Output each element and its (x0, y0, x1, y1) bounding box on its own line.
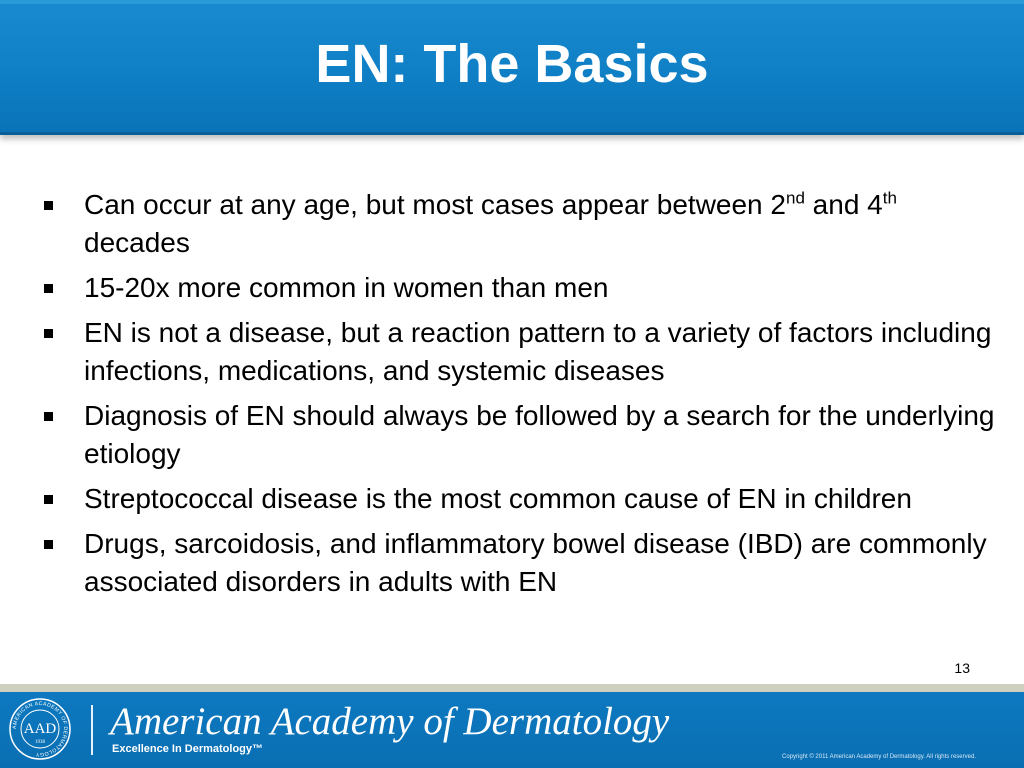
square-bullet-icon (44, 495, 53, 504)
footer-divider (0, 684, 1024, 692)
aad-seal-logo (8, 697, 72, 761)
bullet-text: EN is not a disease, but a reaction pattern to a variety of factors including infections, medications, and systemic diseases (84, 317, 992, 386)
bullet-item (40, 525, 1000, 601)
bullet-item (40, 269, 1000, 307)
bullet-text: Drugs, sarcoidosis, and inflammatory bowel disease (IBD) are commonly associated disorders in adults with EN (84, 528, 987, 597)
bullet-item (40, 397, 1000, 473)
ordinal-suffix: th (882, 188, 897, 208)
square-bullet-icon (44, 201, 53, 210)
title-bar (0, 0, 1024, 135)
ordinal-suffix: nd (785, 188, 805, 208)
logo-divider (91, 705, 93, 755)
organization-name: American Academy of Dermatology (110, 700, 670, 743)
bullet-text: Diagnosis of EN should always be followed by a search for the underlying etiology (84, 400, 995, 469)
copyright-notice: Copyright © 2011 American Academy of Dermatology. All rights reserved. (782, 754, 976, 760)
square-bullet-icon (44, 412, 53, 421)
bullet-item (40, 480, 1000, 518)
slide-title: EN: The Basics (315, 34, 709, 94)
bullet-item (40, 314, 1000, 390)
organization-tagline: Excellence In Dermatology™ (112, 743, 263, 755)
bullet-text: Streptococcal disease is the most common cause of EN in children (84, 483, 912, 514)
bullet-list (40, 186, 1000, 608)
square-bullet-icon (44, 329, 53, 338)
bullet-text: Can occur at any age, but most cases appear between 2nd and 4th decades (84, 188, 897, 258)
bullet-item (40, 186, 1000, 262)
square-bullet-icon (44, 284, 53, 293)
bullet-text: 15-20x more common in women than men (84, 272, 609, 303)
logo-initials: AAD (23, 721, 57, 737)
square-bullet-icon (44, 540, 53, 549)
page-number: 13 (954, 660, 970, 676)
logo-year: 1938 (35, 740, 45, 745)
logo-ring-text: AMERICAN ACADEMY OF DERMATOLOGY (11, 700, 69, 758)
title-bar-highlight (0, 0, 1024, 4)
